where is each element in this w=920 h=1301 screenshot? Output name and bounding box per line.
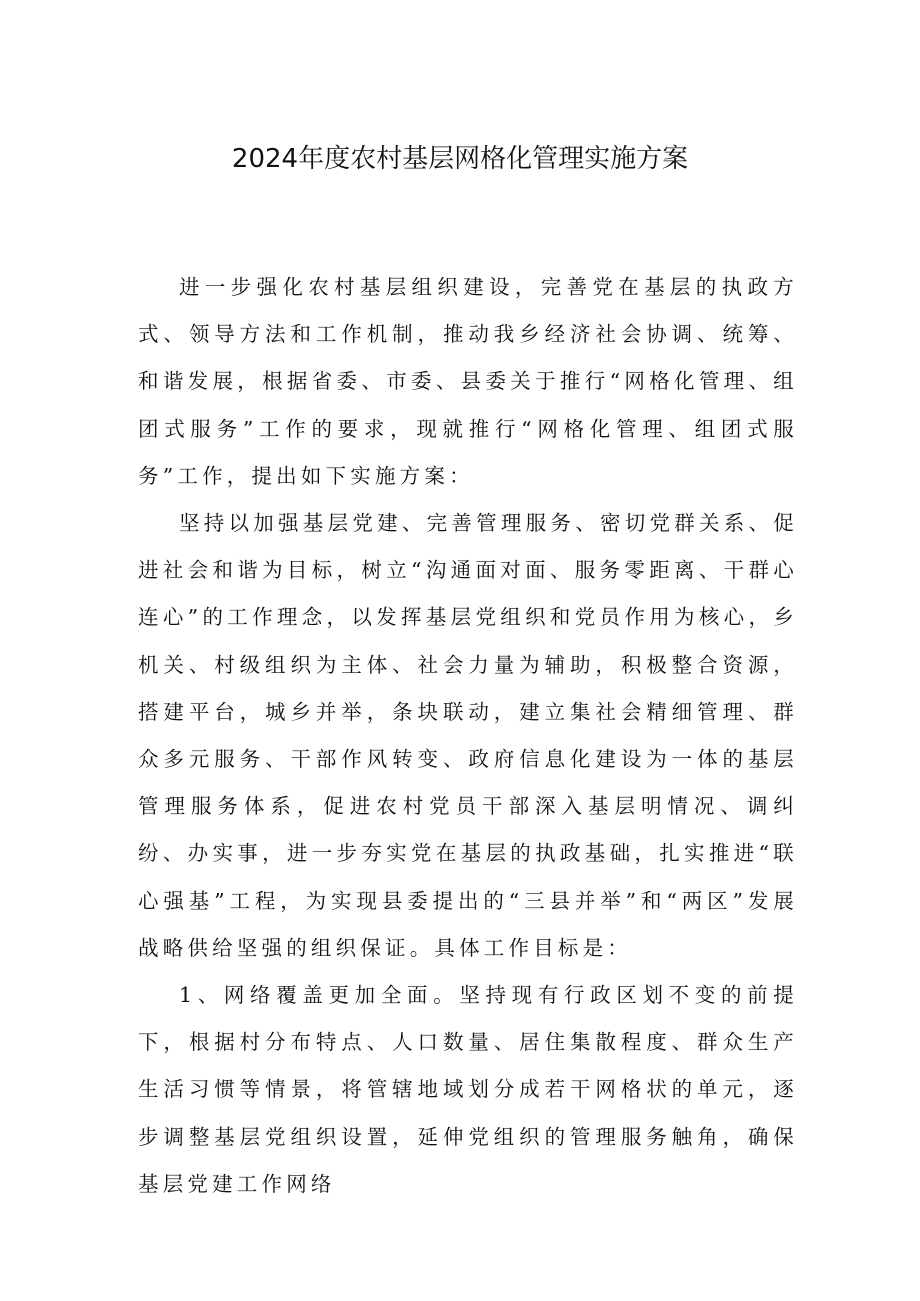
document-title: 2024年度农村基层网格化管理实施方案 [231,144,689,174]
paragraph-item-1: 1、网络覆盖更加全面。坚持现有行政区划不变的前提下，根据村分布特点、人口数量、居住集散程度、群众生产生活习惯等情景，将管辖地域划分成若干网格状的单元，逐步调整基层党组织设置，延伸党组织的管理服务触角，确保基层党建工作网络 [138,983,798,1196]
document-body [138,264,798,1208]
paragraph-intro: 进一步强化农村基层组织建设，完善党在基层的执政方式、领导方法和工作机制，推动我乡经济社会协调、统筹、和谐发展，根据省委、市委、县委关于推行“网格化管理、组团式服务”工作的要求，现就推行“网格化管理、组团式服务”工作，提出如下实施方案： [138,275,798,488]
paragraph-goals: 坚持以加强基层党建、完善管理服务、密切党群关系、促进社会和谐为目标，树立“沟通面对面、服务零距离、干群心连心”的工作理念，以发挥基层党组织和党员作用为核心，乡机关、村级组织为主体、社会力量为辅助，积极整合资源，搭建平台，城乡并举，条块联动，建立集社会精细管理、群众多元服务、干部作风转变、政府信息化建设为一体的基层管理服务体系，促进农村党员干部深入基层明情况、调纠纷、办实事，进一步夯实党在基层的执政基础，扎实推进“联心强基”工程，为实现县委提出的“三县并举”和“两区”发展战略供给坚强的组织保证。具体工作目标是： [138,511,798,960]
